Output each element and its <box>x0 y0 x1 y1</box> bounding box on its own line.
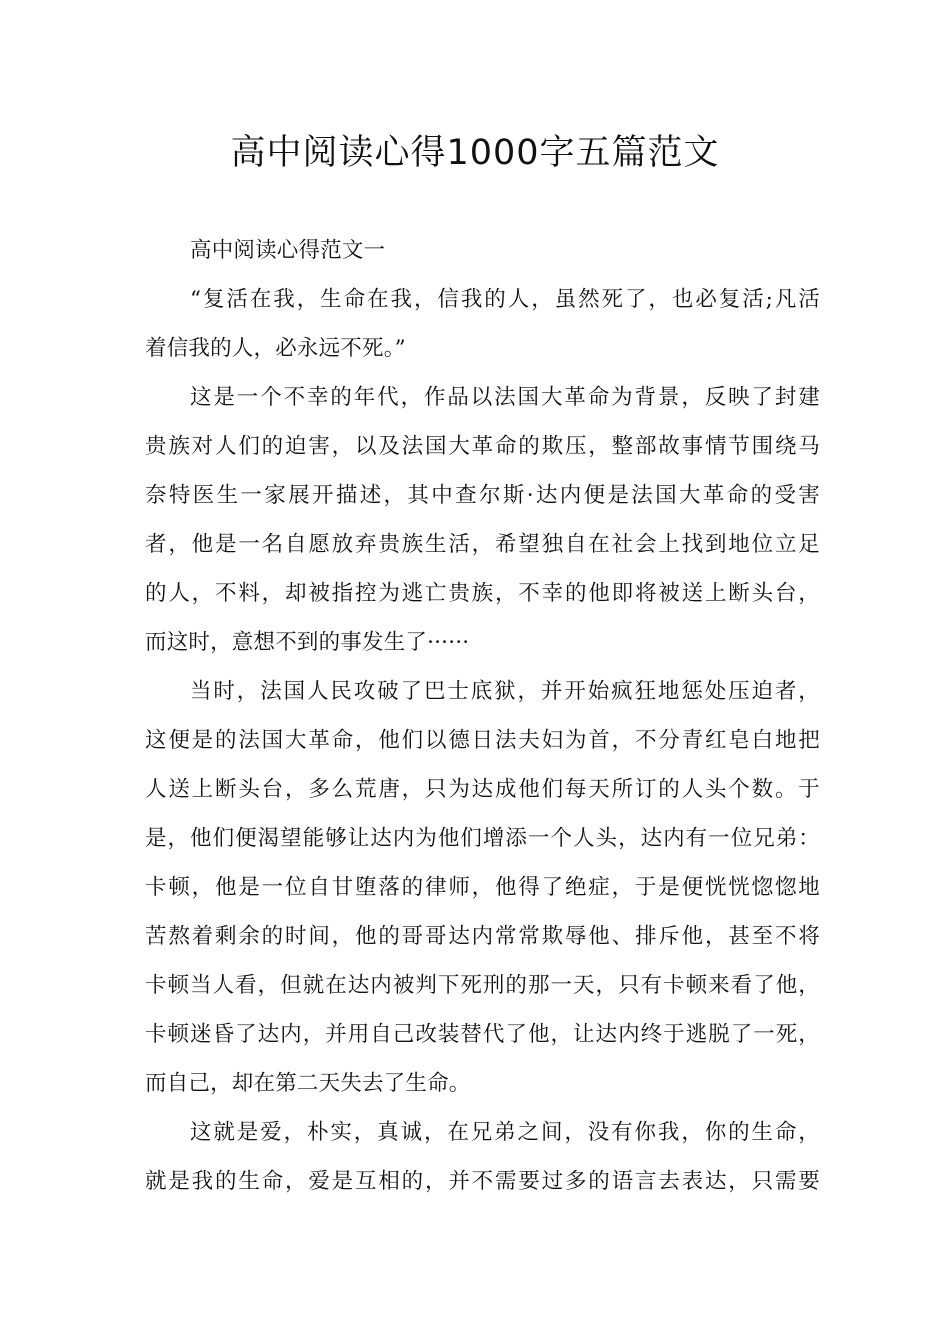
paragraph-line: “复活在我，生命在我，信我的人，虽然死了，也必复活;凡活 <box>190 287 820 312</box>
paragraph-line: 卡顿迷昏了达内，并用自己改装替代了他，让达内终于逃脱了一死， <box>145 1022 820 1047</box>
paragraph-line: 人送上断头台，多么荒唐，只为达成他们每天所订的人头个数。于 <box>145 777 820 802</box>
paragraph-line: 的人，不料，却被指控为逃亡贵族，不幸的他即将被送上断头台， <box>145 581 820 606</box>
paragraph-line: 是，他们便渴望能够让达内为他们增添一个人头，达内有一位兄弟： <box>145 826 820 851</box>
document-title: 高中阅读心得1000字五篇范文 <box>230 133 720 173</box>
paragraph-line: 奈特医生一家展开描述，其中查尔斯·达内便是法国大革命的受害 <box>145 483 820 508</box>
paragraph-line: 着信我的人，必永远不死。” <box>145 336 406 361</box>
paragraph-line: 者，他是一名自愿放弃贵族生活，希望独自在社会上找到地位立足 <box>145 532 820 557</box>
paragraph-line: 贵族对人们的迫害，以及法国大革命的欺压，整部故事情节围绕马 <box>145 434 820 459</box>
paragraph-line: 而这时，意想不到的事发生了······ <box>145 630 470 655</box>
paragraph-line: 这是一个不幸的年代，作品以法国大革命为背景，反映了封建 <box>190 385 820 410</box>
paragraph-line: 就是我的生命，爱是互相的，并不需要过多的语言去表达，只需要 <box>145 1169 820 1194</box>
section-heading: 高中阅读心得范文一 <box>190 238 386 263</box>
paragraph-line: 苦熬着剩余的时间，他的哥哥达内常常欺辱他、排斥他，甚至不将 <box>145 924 820 949</box>
paragraph-line: 当时，法国人民攻破了巴士底狱，并开始疯狂地惩处压迫者， <box>190 679 820 704</box>
paragraph-line: 卡顿当人看，但就在达内被判下死刑的那一天，只有卡顿来看了他， <box>145 973 820 998</box>
paragraph-line: 卡顿，他是一位自甘堕落的律师，他得了绝症，于是便恍恍惚惚地 <box>145 875 820 900</box>
document-body <box>145 226 820 1206</box>
paragraph-line: 而自己，却在第二天失去了生命。 <box>145 1071 471 1096</box>
paragraph-line: 这便是的法国大革命，他们以德日法夫妇为首，不分青红皂白地把 <box>145 728 820 753</box>
paragraph-line: 这就是爱，朴实，真诚，在兄弟之间，没有你我，你的生命， <box>190 1120 820 1145</box>
